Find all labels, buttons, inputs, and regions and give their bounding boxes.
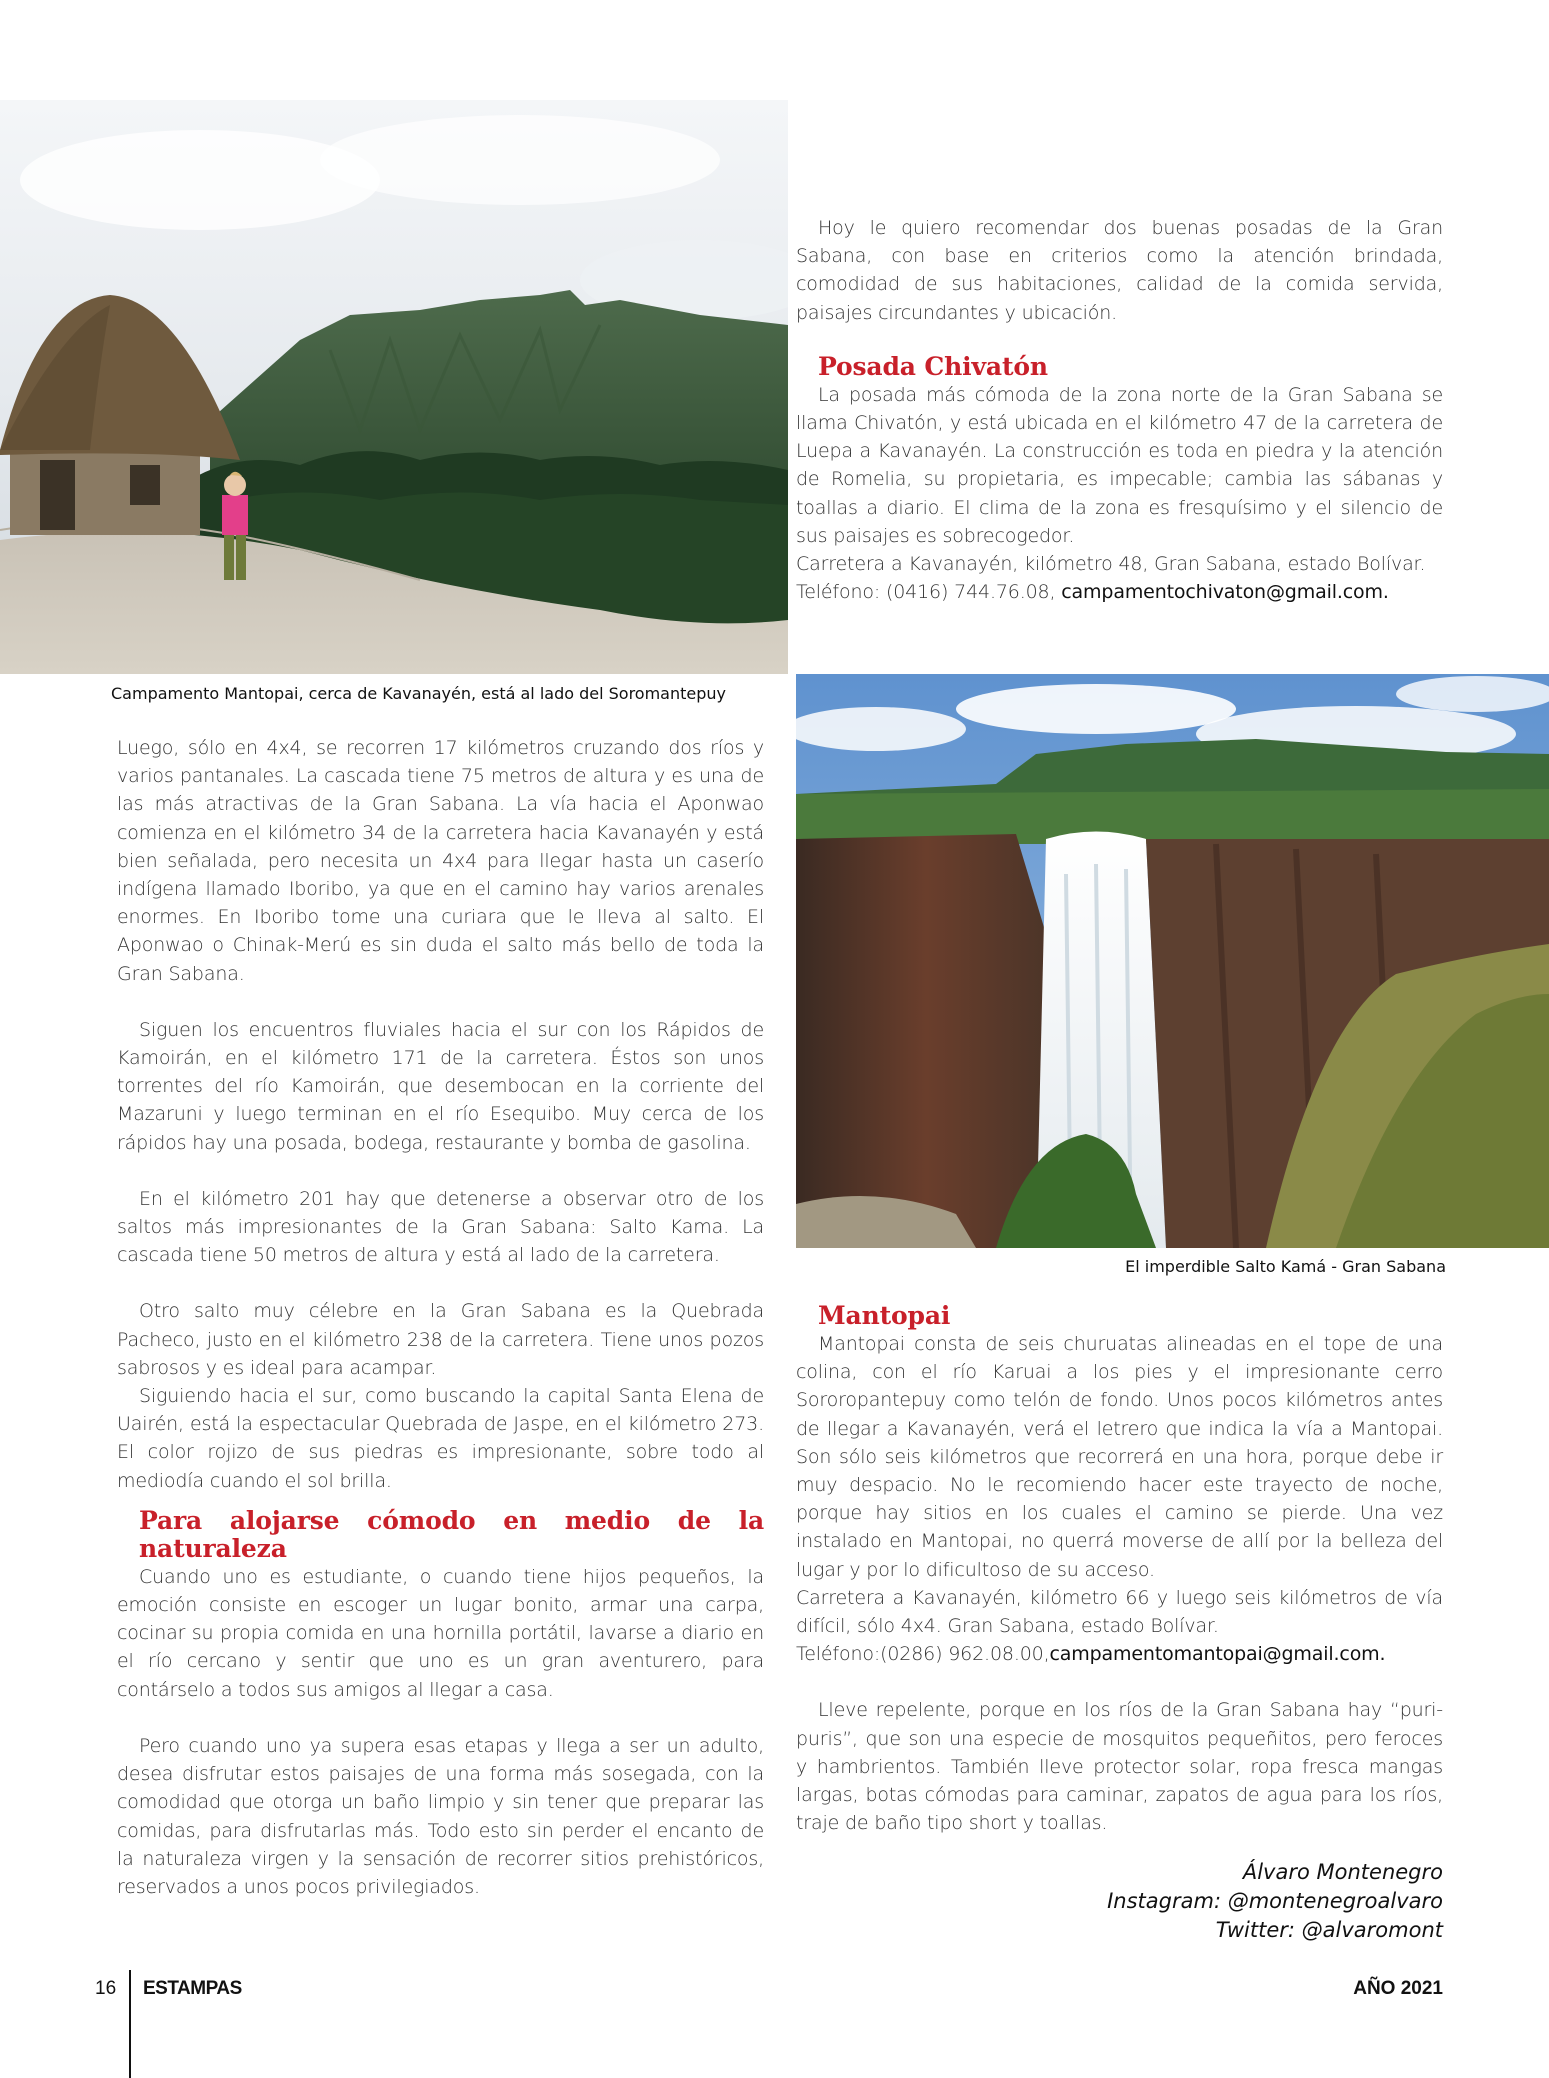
chivaton-email-link[interactable]: campamentochivaton@gmail.com. xyxy=(1061,581,1389,604)
chivaton-address: Carretera a Kavanayén, kilómetro 48, Gran Sabana, estado Bolívar. xyxy=(796,553,1426,576)
mantopai-heading: Mantopai xyxy=(818,1301,951,1330)
mantopai-contact xyxy=(796,1640,1443,1668)
author-name: Álvaro Montenegro xyxy=(1242,1860,1443,1884)
footer-divider xyxy=(129,1970,131,2078)
author-signature xyxy=(1000,1858,1443,1945)
intro-paragraph: Hoy le quiero recomendar dos buenas posadas de la Gran Sabana, con base en criterios como la atención brindada, comodidad de sus habitaciones, calidad de la comida servida, paisajes circundantes y ubicación. xyxy=(796,217,1443,324)
mantopai-address: Carretera a Kavanayén, kilómetro 66 y luego seis kilómetros de vía difícil, sólo 4x4. Gran Sabana, estado Bolívar. xyxy=(796,1586,1443,1638)
left-paragraph-3: En el kilómetro 201 hay que detenerse a observar otro de los saltos más impresionantes de la Gran Sabana: Salto Kama. La cascada tiene 50 metros de altura y está al lado de la carretera. xyxy=(117,1187,764,1267)
mantopai-email-link[interactable]: campamentomantopai@gmail.com. xyxy=(1049,1643,1386,1666)
left-paragraph-2: Siguen los encuentros fluviales hacia el sur con los Rápidos de Kamoirán, en el kilómetro 171 de la carretera. Éstos son unos torrentes del río Kamoirán, que desembocan en la corriente del Mazaruni y luego terminan en el río Esequibo. Muy cerca de los rápidos hay una posada, bodega, restaurante y bomba de gasolina. xyxy=(117,1018,764,1154)
author-twitter[interactable]: Twitter: @alvaromont xyxy=(1215,1918,1443,1942)
left-paragraph-5: Siguiendo hacia el sur, como buscando la capital Santa Elena de Uairén, está la espectacular Quebrada de Jaspe, en el kilómetro 273. El color rojizo de sus piedras es impresionante, sobre todo al mediodía cuando el sol brilla. xyxy=(117,1385,764,1492)
left-paragraph-4: Otro salto muy célebre en la Gran Sabana es la Quebrada Pacheco, justo en el kilómetro 238 de la carretera. Tiene unos pozos sabrosos y es ideal para acampar. xyxy=(117,1300,764,1379)
magazine-name: ESTAMPAS xyxy=(143,1978,242,1999)
chivaton-phone: Teléfono: (0416) 744.76.08, xyxy=(796,581,1062,604)
alojarse-heading: Para alojarse cómodo en medio de la naturaleza xyxy=(139,1505,764,1563)
tips-paragraph: Lleve repelente, porque en los ríos de la Gran Sabana hay “puri-puris”, que son una especie de mosquitos pequeñitos, pero feroces y hambrientos. También lleve protector solar, ropa fresca mangas largas, botas cómodas para caminar, zapatos de agua para los ríos, traje de baño tipo short y toallas. xyxy=(796,1699,1443,1835)
mantopai-paragraph: Mantopai consta de seis churuatas alineadas en el tope de una colina, con el río Karuai a los pies y el impresionante cerro Sororopantepuy como telón de fondo. Unos pocos kilómetros antes de llegar a Kavanayén, verá el letrero que indica la vía a Mantopai. Son sólo seis kilómetros que recorrerá en una hora, porque debe ir muy despacio. No le recomiendo hacer este trayecto de noche, porque hay sitios en los cuales el camino se pierde. Una vez instalado en Mantopai, no querrá moverse de allí por la belleza del lugar y por lo dificultoso de su acceso. xyxy=(796,1333,1443,1581)
chivaton-contact xyxy=(796,578,1443,606)
page-number: 16 xyxy=(95,1978,117,1999)
top-photo-caption: Campamento Mantopai, cerca de Kavanayén, está al lado del Soromantepuy xyxy=(111,684,726,703)
waterfall-caption: El imperdible Salto Kamá - Gran Sabana xyxy=(1125,1257,1446,1276)
left-paragraph-1: Luego, sólo en 4x4, se recorren 17 kilómetros cruzando dos ríos y varios pantanales. La cascada tiene 75 metros de altura y es una de las más atractivas de la Gran Sabana. La vía hacia el Aponwao comienza en el kilómetro 34 de la carretera hacia Kavanayén y está bien señalada, pero necesita un 4x4 para llegar hasta un caserío indígena llamado Iboribo, ya que en el camino hay varios arenales enormes. En Iboribo tome una curiara que le lleva al salto. El Aponwao o Chinak-Merú es sin duda el salto más bello de toda la Gran Sabana. xyxy=(117,737,764,985)
mantopai-section xyxy=(796,1302,1443,1837)
chivaton-paragraph: La posada más cómoda de la zona norte de la Gran Sabana se llama Chivatón, y está ubicada en el kilómetro 47 de la carretera de Luepa a Kavanayén. La construcción es toda en piedra y la atención de Romelia, su propietaria, es impecable; cambia las sábanas y toallas a diario. El clima de la zona es fresquísimo y el silencio de sus paisajes es sobrecogedor. xyxy=(796,383,1443,547)
mantopai-phone: Teléfono:(0286) 962.08.00, xyxy=(796,1643,1050,1666)
salto-kama-photo xyxy=(796,674,1549,1248)
author-instagram[interactable]: Instagram: @montenegroalvaro xyxy=(1107,1889,1443,1913)
left-paragraph-6: Cuando uno es estudiante, o cuando tiene hijos pequeños, la emoción consiste en escoger un lugar bonito, armar una carpa, cocinar su propia comida en una hornilla portátil, lavarse a diario en el río cercano y sentir que uno es un gran aventurero, para contárselo a todos sus amigos al llegar a casa. xyxy=(117,1565,764,1701)
left-paragraph-7: Pero cuando uno ya supera esas etapas y llega a ser un adulto, desea disfrutar estos paisajes de una forma más sosegada, con la comodidad que otorga un baño limpio y sin tener que preparar las comidas, para disfrutarlas más. Todo esto sin perder el encanto de la naturaleza virgen y la sensación de recorrer sitios prehistóricos, reservados a unos pocos privilegiados. xyxy=(117,1734,764,1898)
issue-year: AÑO 2021 xyxy=(1353,1978,1443,1999)
posada-chivaton-heading: Posada Chivatón xyxy=(818,351,1048,381)
mantopai-camp-photo xyxy=(0,100,788,674)
left-column xyxy=(117,734,764,1901)
intro-section xyxy=(796,214,1443,606)
